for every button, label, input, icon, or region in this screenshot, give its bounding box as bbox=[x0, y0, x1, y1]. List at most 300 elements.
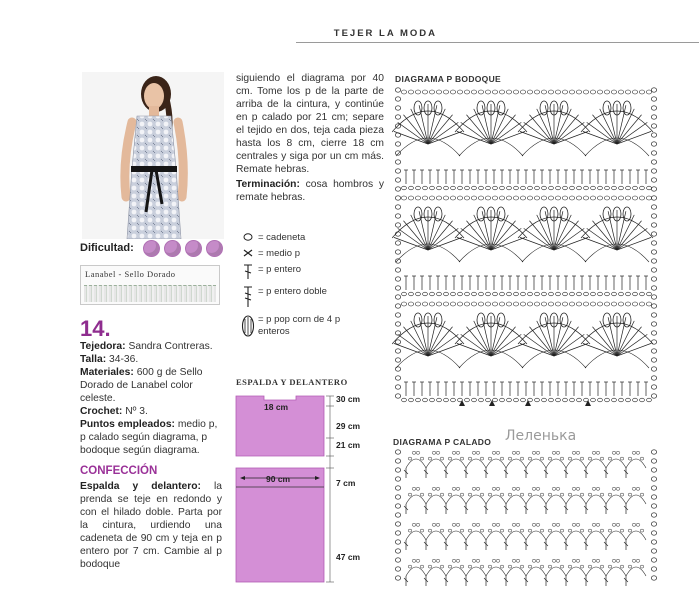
chain-mark bbox=[412, 559, 416, 562]
chain-mark bbox=[562, 302, 567, 306]
chain-mark bbox=[496, 523, 500, 526]
chain-mark bbox=[541, 90, 546, 94]
chain-mark bbox=[588, 529, 592, 532]
chain-mark bbox=[465, 398, 470, 402]
chain-mark bbox=[452, 451, 456, 454]
chain-mark bbox=[408, 457, 412, 460]
chain-mark bbox=[632, 90, 637, 94]
legend-text: = p entero doble bbox=[258, 286, 327, 297]
chain-mark bbox=[560, 565, 564, 568]
chain-mark bbox=[476, 451, 480, 454]
chain-mark bbox=[536, 451, 540, 454]
talla-label: Talla: bbox=[80, 354, 107, 365]
watermark-text: Леленька bbox=[505, 428, 577, 444]
chain-mark bbox=[479, 292, 484, 296]
chain-mark bbox=[570, 292, 575, 296]
chain-mark bbox=[416, 398, 421, 402]
chain-mark bbox=[632, 196, 637, 200]
chain-mark bbox=[651, 160, 656, 164]
chain-mark bbox=[395, 450, 400, 454]
chain-mark bbox=[572, 451, 576, 454]
chain-mark bbox=[651, 286, 656, 290]
diagram-bodoque bbox=[392, 86, 662, 416]
chain-mark bbox=[395, 477, 400, 481]
chain-mark bbox=[500, 493, 504, 496]
chain-mark bbox=[590, 302, 595, 306]
chain-mark bbox=[616, 523, 620, 526]
arc-mark bbox=[506, 567, 526, 576]
chain-mark bbox=[600, 565, 604, 568]
chain-mark bbox=[548, 302, 553, 306]
dim-21cm: 21 cm bbox=[336, 440, 361, 450]
chain-mark bbox=[408, 493, 412, 496]
chain-mark bbox=[651, 142, 656, 146]
chain-mark bbox=[395, 531, 400, 535]
chain-mark bbox=[632, 451, 636, 454]
yarn-ball-icon bbox=[206, 240, 223, 257]
chain-mark bbox=[598, 398, 603, 402]
chain-mark bbox=[486, 398, 491, 402]
chain-mark bbox=[395, 88, 400, 92]
chain-mark bbox=[496, 559, 500, 562]
chain-mark bbox=[395, 295, 400, 299]
chain-mark bbox=[534, 90, 539, 94]
chain-mark bbox=[408, 529, 412, 532]
chain-mark bbox=[480, 529, 484, 532]
chain-mark bbox=[472, 559, 476, 562]
chain-mark bbox=[580, 457, 584, 460]
chain-mark bbox=[428, 565, 432, 568]
chain-mark bbox=[646, 90, 651, 94]
schematic-title: ESPALDA Y DELANTERO bbox=[236, 377, 348, 387]
pattern-number: 14. bbox=[80, 316, 111, 341]
chain-mark bbox=[540, 493, 544, 496]
chain-mark bbox=[636, 487, 640, 490]
single-crochet-icon bbox=[238, 248, 258, 261]
chain-mark bbox=[460, 493, 464, 496]
chain-mark bbox=[542, 186, 547, 190]
terminacion-text: cosa hombros y remate hebras. bbox=[236, 179, 384, 203]
pattern-specs bbox=[80, 340, 222, 457]
chain-mark bbox=[612, 292, 617, 296]
chain-mark bbox=[592, 451, 596, 454]
chain-mark bbox=[605, 398, 610, 402]
chain-mark bbox=[486, 186, 491, 190]
chain-mark bbox=[620, 565, 624, 568]
chain-mark bbox=[651, 304, 656, 308]
chain-mark bbox=[395, 540, 400, 544]
chain-mark bbox=[456, 487, 460, 490]
chain-mark bbox=[493, 186, 498, 190]
chain-mark bbox=[580, 529, 584, 532]
chain-mark bbox=[592, 523, 596, 526]
chain-mark bbox=[395, 394, 400, 398]
repeat-arrow-mark bbox=[585, 400, 591, 406]
chain-mark bbox=[626, 186, 631, 190]
chain-mark bbox=[493, 292, 498, 296]
chain-mark bbox=[532, 559, 536, 562]
chain-mark bbox=[563, 398, 568, 402]
chain-mark bbox=[451, 398, 456, 402]
chain-mark bbox=[395, 459, 400, 463]
chain-mark bbox=[432, 487, 436, 490]
chain-mark bbox=[528, 529, 532, 532]
chain-mark bbox=[576, 559, 580, 562]
chain-mark bbox=[409, 398, 414, 402]
treble-crochet-icon bbox=[238, 286, 258, 311]
legend-text: = p entero bbox=[258, 264, 302, 275]
chain-mark bbox=[395, 205, 400, 209]
chain-mark bbox=[485, 196, 490, 200]
chain-mark bbox=[560, 493, 564, 496]
chain-mark bbox=[591, 398, 596, 402]
chain-mark bbox=[528, 292, 533, 296]
chain-mark bbox=[395, 468, 400, 472]
chain-mark bbox=[618, 90, 623, 94]
chain-mark bbox=[395, 313, 400, 317]
chain-mark bbox=[464, 302, 469, 306]
chain-mark bbox=[572, 487, 576, 490]
chain-mark bbox=[548, 529, 552, 532]
chain-mark bbox=[416, 487, 420, 490]
difficulty-label: Dificultad: bbox=[80, 242, 134, 254]
chain-mark bbox=[651, 486, 656, 490]
yarn-ball-icon bbox=[164, 240, 181, 257]
model-illustration bbox=[82, 72, 224, 239]
confeccion-text bbox=[80, 480, 222, 571]
chain-mark bbox=[460, 457, 464, 460]
chain-mark bbox=[476, 559, 480, 562]
chain-mark bbox=[395, 268, 400, 272]
chain-mark bbox=[612, 559, 616, 562]
chain-mark bbox=[412, 487, 416, 490]
chain-mark bbox=[598, 292, 603, 296]
chain-mark bbox=[651, 259, 656, 263]
chain-mark bbox=[444, 186, 449, 190]
chain-mark bbox=[395, 358, 400, 362]
chain-mark bbox=[569, 90, 574, 94]
chain-mark bbox=[472, 398, 477, 402]
arc-mark bbox=[446, 459, 466, 468]
chain-mark bbox=[651, 567, 656, 571]
chain-mark bbox=[651, 295, 656, 299]
chain-mark bbox=[651, 394, 656, 398]
chain-mark bbox=[647, 186, 652, 190]
chain-mark bbox=[520, 302, 525, 306]
chain-mark bbox=[499, 302, 504, 306]
chain-mark bbox=[556, 487, 560, 490]
chain-mark bbox=[516, 451, 520, 454]
yarn-strand-sample bbox=[84, 285, 216, 302]
calado-chart bbox=[392, 448, 662, 586]
chain-mark bbox=[472, 292, 477, 296]
chain-mark bbox=[639, 196, 644, 200]
popcorn-stitch-icon bbox=[238, 314, 258, 341]
chain-mark bbox=[416, 523, 420, 526]
chain-mark bbox=[516, 487, 520, 490]
chain-mark bbox=[415, 196, 420, 200]
chain-mark bbox=[452, 487, 456, 490]
arc-mark bbox=[466, 531, 486, 540]
chain-mark bbox=[468, 529, 472, 532]
chain-mark bbox=[604, 302, 609, 306]
chain-mark bbox=[395, 349, 400, 353]
chain-mark bbox=[620, 493, 624, 496]
chain-mark bbox=[452, 559, 456, 562]
chain-mark bbox=[555, 90, 560, 94]
arc-mark bbox=[426, 567, 446, 576]
chain-mark bbox=[632, 559, 636, 562]
chain-mark bbox=[432, 559, 436, 562]
tejedora-label: Tejedora: bbox=[80, 341, 126, 352]
arc-mark bbox=[506, 495, 526, 504]
puntos-value: medio p, p calado según diagrama, p bodoque según diagrama. bbox=[80, 419, 218, 456]
chain-mark bbox=[436, 90, 441, 94]
chain-mark bbox=[651, 133, 656, 137]
chain-mark bbox=[512, 523, 516, 526]
chain-mark bbox=[412, 523, 416, 526]
chain-mark bbox=[552, 487, 556, 490]
chain-mark bbox=[402, 186, 407, 190]
chain-mark bbox=[628, 493, 632, 496]
chain-mark bbox=[395, 214, 400, 218]
chain-mark bbox=[458, 186, 463, 190]
chain-mark bbox=[651, 232, 656, 236]
chain-mark bbox=[416, 292, 421, 296]
chain-mark bbox=[486, 292, 491, 296]
chain-mark bbox=[471, 90, 476, 94]
chain-mark bbox=[527, 196, 532, 200]
materiales-label: Materiales: bbox=[80, 367, 134, 378]
chain-mark bbox=[437, 186, 442, 190]
chain-mark bbox=[588, 457, 592, 460]
chain-mark bbox=[528, 565, 532, 568]
chain-mark bbox=[480, 457, 484, 460]
chain-mark bbox=[651, 540, 656, 544]
chain-mark bbox=[640, 186, 645, 190]
chain-mark bbox=[395, 385, 400, 389]
chain-mark bbox=[436, 523, 440, 526]
chain-mark bbox=[500, 292, 505, 296]
waist-width-label: 90 cm bbox=[266, 474, 291, 484]
chain-mark bbox=[584, 292, 589, 296]
chain-mark bbox=[640, 457, 644, 460]
chain-mark bbox=[651, 450, 656, 454]
chain-mark bbox=[508, 565, 512, 568]
chain-mark bbox=[437, 398, 442, 402]
chain-mark bbox=[395, 151, 400, 155]
chain-mark bbox=[521, 398, 526, 402]
chain-mark bbox=[532, 487, 536, 490]
chain-mark bbox=[395, 169, 400, 173]
chain-mark bbox=[636, 523, 640, 526]
chain-mark bbox=[436, 196, 441, 200]
arc-mark bbox=[486, 531, 506, 540]
chain-mark bbox=[448, 493, 452, 496]
chain-mark bbox=[556, 559, 560, 562]
arc-mark bbox=[546, 495, 566, 504]
chain-mark bbox=[412, 451, 416, 454]
legend-row bbox=[238, 232, 348, 245]
chain-mark bbox=[528, 186, 533, 190]
chain-mark bbox=[632, 302, 637, 306]
chain-mark bbox=[428, 457, 432, 460]
chain-mark bbox=[436, 302, 441, 306]
diagram-calado bbox=[392, 448, 662, 586]
chain-mark bbox=[576, 451, 580, 454]
chain-mark bbox=[395, 340, 400, 344]
legend-text: = medio p bbox=[258, 248, 300, 259]
chain-mark bbox=[499, 90, 504, 94]
chain-mark bbox=[651, 322, 656, 326]
chain-mark bbox=[616, 559, 620, 562]
materiales-value: 600 g de Sello Dorado de Lanabel color celeste. bbox=[80, 367, 203, 404]
chain-mark bbox=[422, 302, 427, 306]
chain-mark bbox=[618, 302, 623, 306]
chain-mark bbox=[548, 90, 553, 94]
chain-mark bbox=[395, 241, 400, 245]
arc-mark bbox=[486, 495, 506, 504]
chain-mark bbox=[416, 186, 421, 190]
chain-stitch-icon bbox=[238, 232, 258, 245]
continued-text: siguiendo el diagrama por 40 cm. Tome los p de la parte de arriba de la cintura, y continúe en p calado por 21 cm; separe el tejido en dos, teja cada pieza hasta los 8 cm, cierre 18 cm centrales y siga por un cm más. Remate hebras. bbox=[236, 73, 384, 175]
chain-mark bbox=[568, 529, 572, 532]
chain-mark bbox=[625, 302, 630, 306]
chain-mark bbox=[611, 302, 616, 306]
chain-mark bbox=[555, 196, 560, 200]
chain-mark bbox=[604, 90, 609, 94]
chain-mark bbox=[496, 487, 500, 490]
chain-mark bbox=[423, 292, 428, 296]
chain-mark bbox=[651, 151, 656, 155]
chain-mark bbox=[640, 529, 644, 532]
chain-mark bbox=[468, 457, 472, 460]
legend-row bbox=[238, 286, 348, 311]
chain-mark bbox=[395, 250, 400, 254]
chain-mark bbox=[408, 565, 412, 568]
chain-mark bbox=[478, 302, 483, 306]
chain-mark bbox=[608, 493, 612, 496]
chain-mark bbox=[556, 398, 561, 402]
chain-mark bbox=[488, 457, 492, 460]
chain-mark bbox=[591, 292, 596, 296]
arc-mark bbox=[506, 459, 526, 468]
chain-mark bbox=[452, 523, 456, 526]
chain-mark bbox=[465, 292, 470, 296]
chain-mark bbox=[499, 196, 504, 200]
chain-mark bbox=[430, 398, 435, 402]
chain-mark bbox=[451, 186, 456, 190]
chain-mark bbox=[626, 292, 631, 296]
chain-mark bbox=[456, 451, 460, 454]
puntos-label: Puntos empleados: bbox=[80, 419, 175, 430]
chain-mark bbox=[612, 186, 617, 190]
arc-mark bbox=[606, 459, 626, 468]
arc-mark bbox=[446, 567, 466, 576]
stitch-legend bbox=[238, 232, 348, 344]
chain-mark bbox=[440, 457, 444, 460]
chain-mark bbox=[619, 398, 624, 402]
chain-mark bbox=[625, 90, 630, 94]
chain-mark bbox=[468, 493, 472, 496]
chain-mark bbox=[576, 523, 580, 526]
chain-mark bbox=[508, 457, 512, 460]
chain-mark bbox=[568, 565, 572, 568]
legend-row bbox=[238, 314, 348, 341]
chain-mark bbox=[651, 531, 656, 535]
tejedora-value: Sandra Contreras. bbox=[128, 341, 213, 352]
chain-mark bbox=[444, 292, 449, 296]
garment-schematic bbox=[232, 388, 382, 584]
chain-mark bbox=[583, 90, 588, 94]
chain-mark bbox=[616, 487, 620, 490]
chain-mark bbox=[492, 451, 496, 454]
arc-mark bbox=[546, 459, 566, 468]
chain-mark bbox=[541, 196, 546, 200]
chain-mark bbox=[513, 302, 518, 306]
chain-mark bbox=[492, 302, 497, 306]
chain-mark bbox=[588, 565, 592, 568]
chain-mark bbox=[646, 302, 651, 306]
chain-mark bbox=[576, 487, 580, 490]
chain-mark bbox=[402, 398, 407, 402]
chain-mark bbox=[500, 457, 504, 460]
chain-mark bbox=[395, 567, 400, 571]
chain-mark bbox=[520, 457, 524, 460]
chain-mark bbox=[480, 565, 484, 568]
chain-mark bbox=[651, 223, 656, 227]
difficulty-rating bbox=[143, 240, 223, 257]
chain-mark bbox=[651, 178, 656, 182]
chain-mark bbox=[588, 493, 592, 496]
chain-mark bbox=[395, 178, 400, 182]
chain-mark bbox=[640, 292, 645, 296]
chain-mark bbox=[590, 90, 595, 94]
arc-mark bbox=[526, 567, 546, 576]
chain-mark bbox=[395, 549, 400, 553]
chain-mark bbox=[488, 565, 492, 568]
chain-mark bbox=[512, 451, 516, 454]
chain-mark bbox=[513, 90, 518, 94]
chain-mark bbox=[612, 523, 616, 526]
chain-mark bbox=[450, 302, 455, 306]
chain-mark bbox=[562, 90, 567, 94]
espalda-label: Espalda y delantero: bbox=[80, 481, 201, 492]
chain-mark bbox=[395, 223, 400, 227]
chain-mark bbox=[626, 398, 631, 402]
chain-mark bbox=[612, 451, 616, 454]
chain-mark bbox=[402, 292, 407, 296]
chain-mark bbox=[440, 493, 444, 496]
chain-mark bbox=[651, 214, 656, 218]
chain-mark bbox=[401, 90, 406, 94]
chain-mark bbox=[651, 313, 656, 317]
chain-mark bbox=[416, 559, 420, 562]
chain-mark bbox=[500, 398, 505, 402]
chain-mark bbox=[608, 565, 612, 568]
arc-mark bbox=[566, 567, 586, 576]
arc-mark bbox=[586, 567, 606, 576]
chain-mark bbox=[507, 292, 512, 296]
chain-mark bbox=[508, 529, 512, 532]
chain-mark bbox=[600, 457, 604, 460]
crochet-value: Nº 3. bbox=[125, 406, 148, 417]
chain-mark bbox=[436, 559, 440, 562]
arc-mark bbox=[406, 567, 426, 576]
chain-mark bbox=[583, 302, 588, 306]
chain-mark bbox=[651, 385, 656, 389]
chain-mark bbox=[583, 196, 588, 200]
